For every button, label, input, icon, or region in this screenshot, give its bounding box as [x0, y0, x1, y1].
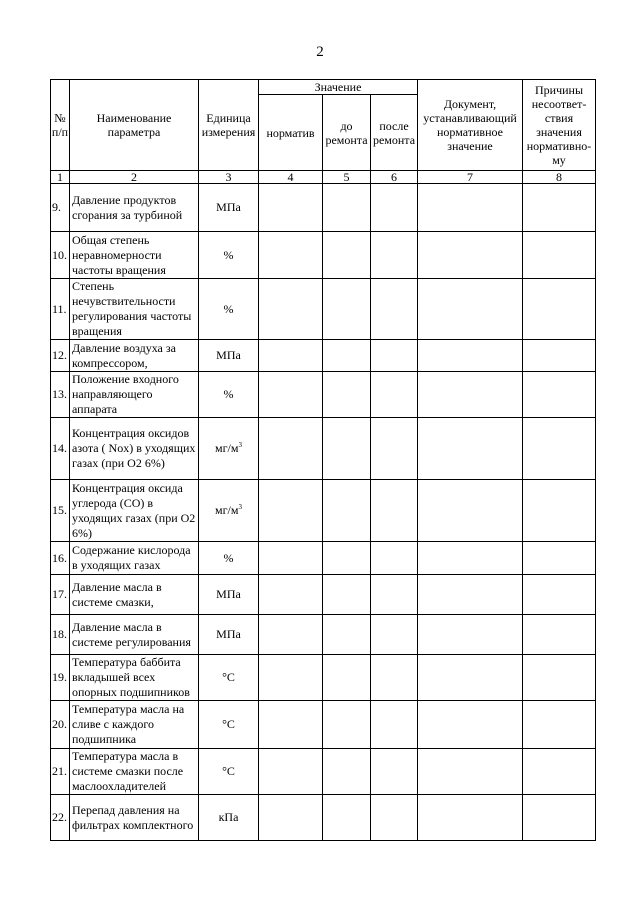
document-cell[interactable] — [418, 372, 523, 418]
document-cell[interactable] — [418, 542, 523, 575]
unit-text: °С — [222, 764, 235, 778]
header-document: Документ, устанавливающий нормативное значение — [418, 80, 523, 171]
reason-cell[interactable] — [523, 340, 596, 372]
row-number: 19. — [51, 655, 70, 701]
norm-value-cell[interactable] — [259, 340, 323, 372]
header-reasons: Причины несоответ-ствия значения нормативно-му — [523, 80, 596, 171]
unit-text: мг/м — [215, 441, 239, 455]
after-repair-cell[interactable] — [371, 372, 418, 418]
parameter-name: Перепад давления на фильтрах комплектного — [70, 795, 199, 841]
document-cell[interactable] — [418, 575, 523, 615]
before-repair-cell[interactable] — [323, 701, 371, 749]
unit-text: °С — [222, 717, 235, 731]
table-row — [51, 340, 596, 372]
column-number: 1 — [51, 171, 70, 184]
reason-cell[interactable] — [523, 279, 596, 340]
table-row — [51, 372, 596, 418]
row-number: 9. — [51, 184, 70, 232]
unit-text: % — [223, 301, 234, 316]
parameter-name: Давление воздуха за компрессором, — [70, 340, 199, 372]
row-number: 11. — [51, 279, 70, 340]
reason-cell[interactable] — [523, 418, 596, 480]
document-cell[interactable] — [418, 184, 523, 232]
column-number-row — [51, 171, 596, 184]
norm-value-cell[interactable] — [259, 184, 323, 232]
row-number: 13. — [51, 372, 70, 418]
norm-value-cell[interactable] — [259, 701, 323, 749]
norm-value-cell[interactable] — [259, 232, 323, 279]
column-number: 7 — [418, 171, 523, 184]
parameter-name: Температура баббита вкладышей всех опорных подшипников — [70, 655, 199, 701]
unit-superscript: 3 — [238, 441, 242, 449]
parameters-table — [50, 79, 596, 841]
column-number: 4 — [259, 171, 323, 184]
before-repair-cell[interactable] — [323, 418, 371, 480]
row-number: 17. — [51, 575, 70, 615]
column-number: 6 — [371, 171, 418, 184]
norm-value-cell[interactable] — [259, 480, 323, 542]
table-row — [51, 749, 596, 795]
reason-cell[interactable] — [523, 372, 596, 418]
column-number: 2 — [70, 171, 199, 184]
reason-cell[interactable] — [523, 232, 596, 279]
document-cell[interactable] — [418, 795, 523, 841]
row-number: 15. — [51, 480, 70, 542]
before-repair-cell[interactable] — [323, 480, 371, 542]
row-number: 10. — [51, 232, 70, 279]
document-cell[interactable] — [418, 340, 523, 372]
unit-text: МПа — [216, 200, 241, 214]
after-repair-cell[interactable] — [371, 279, 418, 340]
parameter-name: Давление масла в системе смазки, — [70, 575, 199, 615]
norm-value-cell[interactable] — [259, 615, 323, 655]
document-cell[interactable] — [418, 418, 523, 480]
unit-text: % — [223, 550, 234, 565]
unit-cell — [199, 701, 259, 749]
reason-cell[interactable] — [523, 749, 596, 795]
before-repair-cell[interactable] — [323, 615, 371, 655]
column-number: 3 — [199, 171, 259, 184]
header-norm: норматив — [259, 95, 323, 171]
norm-value-cell[interactable] — [259, 795, 323, 841]
unit-cell — [199, 418, 259, 480]
unit-cell — [199, 542, 259, 575]
before-repair-cell[interactable] — [323, 279, 371, 340]
parameter-name: Степень нечувствительности регулирования частоты вращения — [70, 279, 199, 340]
header-num: № п/п — [51, 80, 70, 171]
reason-cell[interactable] — [523, 701, 596, 749]
unit-text: °С — [222, 670, 235, 684]
reason-cell[interactable] — [523, 480, 596, 542]
unit-cell — [199, 184, 259, 232]
table-row — [51, 542, 596, 575]
after-repair-cell[interactable] — [371, 418, 418, 480]
table-row — [51, 279, 596, 340]
page-number: 2 — [316, 44, 324, 60]
header-after-repair: после ремонта — [371, 95, 418, 171]
table-row — [51, 701, 596, 749]
parameter-name: Концентрация оксидов азота ( Nox) в уходящих газах (при О2 6%) — [70, 418, 199, 480]
document-cell[interactable] — [418, 615, 523, 655]
column-number: 5 — [323, 171, 371, 184]
unit-cell — [199, 655, 259, 701]
after-repair-cell[interactable] — [371, 795, 418, 841]
parameter-name: Давление масла в системе регулирования — [70, 615, 199, 655]
before-repair-cell[interactable] — [323, 795, 371, 841]
norm-value-cell[interactable] — [259, 372, 323, 418]
table-row — [51, 480, 596, 542]
before-repair-cell[interactable] — [323, 372, 371, 418]
parameter-name: Температура масла в системе смазки после маслоохладителей — [70, 749, 199, 795]
header-before-repair: до ремонта — [323, 95, 371, 171]
parameter-name: Давление продуктов сгорания за турбиной — [70, 184, 199, 232]
column-number: 8 — [523, 171, 596, 184]
parameter-name: Концентрация оксида углерода (СО) в уходящих газах (при О2 6%) — [70, 480, 199, 542]
after-repair-cell[interactable] — [371, 184, 418, 232]
after-repair-cell[interactable] — [371, 232, 418, 279]
after-repair-cell[interactable] — [371, 701, 418, 749]
after-repair-cell[interactable] — [371, 340, 418, 372]
document-cell[interactable] — [418, 655, 523, 701]
after-repair-cell[interactable] — [371, 655, 418, 701]
unit-text: МПа — [216, 587, 241, 601]
before-repair-cell[interactable] — [323, 749, 371, 795]
table-row — [51, 655, 596, 701]
parameter-name: Положение входного направляющего аппарата — [70, 372, 199, 418]
document-cell[interactable] — [418, 232, 523, 279]
before-repair-cell[interactable] — [323, 232, 371, 279]
table-row — [51, 575, 596, 615]
unit-cell — [199, 480, 259, 542]
row-number: 21. — [51, 749, 70, 795]
row-number: 20. — [51, 701, 70, 749]
document-cell[interactable] — [418, 749, 523, 795]
unit-text: мг/м — [215, 503, 239, 517]
unit-text: МПа — [216, 627, 241, 641]
header-value-group: Значение — [259, 80, 418, 95]
table-row — [51, 184, 596, 232]
header-name: Наименование параметра — [70, 80, 199, 171]
before-repair-cell[interactable] — [323, 542, 371, 575]
unit-cell — [199, 372, 259, 418]
before-repair-cell[interactable] — [323, 184, 371, 232]
unit-cell — [199, 749, 259, 795]
after-repair-cell[interactable] — [371, 615, 418, 655]
norm-value-cell[interactable] — [259, 279, 323, 340]
after-repair-cell[interactable] — [371, 575, 418, 615]
reason-cell[interactable] — [523, 655, 596, 701]
row-number: 14. — [51, 418, 70, 480]
row-number: 22. — [51, 795, 70, 841]
parameter-name: Общая степень неравномерности частоты вращения — [70, 232, 199, 279]
norm-value-cell[interactable] — [259, 542, 323, 575]
row-number: 18. — [51, 615, 70, 655]
row-number: 16. — [51, 542, 70, 575]
after-repair-cell[interactable] — [371, 480, 418, 542]
parameter-name: Температура масла на сливе с каждого подшипника — [70, 701, 199, 749]
table-row — [51, 418, 596, 480]
document-cell[interactable] — [418, 480, 523, 542]
before-repair-cell[interactable] — [323, 340, 371, 372]
unit-superscript: 3 — [238, 503, 242, 511]
norm-value-cell[interactable] — [259, 749, 323, 795]
after-repair-cell[interactable] — [371, 542, 418, 575]
unit-cell — [199, 232, 259, 279]
norm-value-cell[interactable] — [259, 418, 323, 480]
document-cell[interactable] — [418, 701, 523, 749]
norm-value-cell[interactable] — [259, 655, 323, 701]
table-row — [51, 232, 596, 279]
unit-text: МПа — [216, 348, 241, 362]
unit-cell — [199, 575, 259, 615]
document-cell[interactable] — [418, 279, 523, 340]
unit-cell — [199, 795, 259, 841]
header-unit: Единица измерения — [199, 80, 259, 171]
table-row — [51, 795, 596, 841]
after-repair-cell[interactable] — [371, 749, 418, 795]
before-repair-cell[interactable] — [323, 655, 371, 701]
table-row — [51, 615, 596, 655]
unit-cell — [199, 615, 259, 655]
unit-text: кПа — [218, 810, 239, 824]
reason-cell[interactable] — [523, 795, 596, 841]
unit-cell — [199, 340, 259, 372]
reason-cell[interactable] — [523, 184, 596, 232]
unit-text: % — [223, 247, 234, 262]
parameter-name: Содержание кислорода в уходящих газах — [70, 542, 199, 575]
reason-cell[interactable] — [523, 542, 596, 575]
row-number: 12. — [51, 340, 70, 372]
unit-cell — [199, 279, 259, 340]
reason-cell[interactable] — [523, 575, 596, 615]
unit-text: % — [223, 387, 234, 401]
before-repair-cell[interactable] — [323, 575, 371, 615]
reason-cell[interactable] — [523, 615, 596, 655]
norm-value-cell[interactable] — [259, 575, 323, 615]
